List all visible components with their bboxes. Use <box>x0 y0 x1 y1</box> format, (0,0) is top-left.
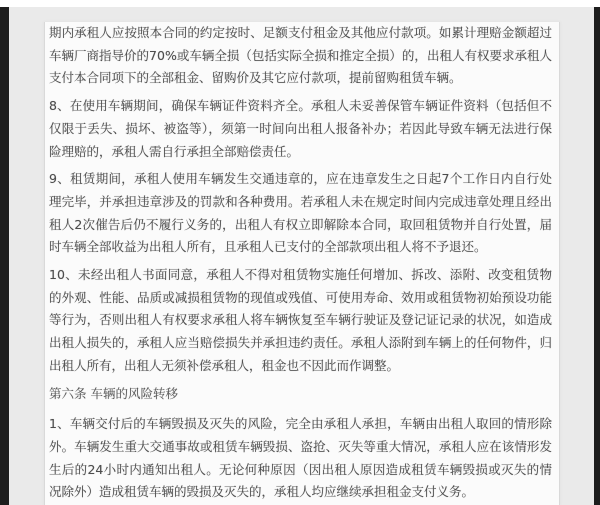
contract-clause-10: 10、未经出租人书面同意，承租人不得对租赁物实施任何增加、拆改、添附、改变租赁物的外观、性能、品质或减损租赁物的现值或残值、可使用寿命、效用或租赁物初始预设功能等行为，否则出租人有权要求承租人将车辆恢复至车辆行驶证及登记证记录的状况，如造成出租人损失的，承租人应当赔偿损失并承担违约责任。承租人添附到车辆上的任何物件，归出租人所有，出租人无须补偿承租人，租金也不因此而作调整。 <box>49 267 552 373</box>
section-6-heading: 第六条 车辆的风险转移 <box>49 385 178 401</box>
contract-photo <box>0 7 600 505</box>
photo-right-black-bar <box>594 7 600 505</box>
contract-page <box>44 22 560 505</box>
contract-clause-9: 9、租赁期间，承租人使用车辆发生交通违章的，应在违章发生之日起7个工作日内自行处理完毕，并承担违章涉及的罚款和各种费用。若承租人未在规定时间内完成违章处理且经出租人2次催告后仍不履行义务的，出租人有权立即解除本合同，取回租赁物并自行处置，届时车辆全部收益为出租人所有，且承租人已支付的全部款项出租人将不予退还。 <box>49 171 552 255</box>
contract-paragraph-payment-continuation: 期内承租人应按照本合同的约定按时、足额支付租金及其他应付款项。如累计理赔金额超过车辆厂商指导价的70%或车辆全损（包括实际全损和推定全损）的，出租人有权要求承租人支付本合同项下的全部租金、留购价及其它应付款项，提前留购租赁车辆。 <box>49 25 552 86</box>
photo-left-black-bar <box>0 7 9 505</box>
contract-clause-8: 8、在使用车辆期间，确保车辆证件资料齐全。承租人未妥善保管车辆证件资料（包括但不仅限于丢失、损坏、被盗等），须第一时间向出租人报备补办；若因此导致车辆无法进行保险理赔的，承租人需自行承担全部赔偿责任。 <box>49 98 552 159</box>
contract-section-6-clause-1: 1、车辆交付后的车辆毁损及灭失的风险，完全由承租人承担，车辆由出租人取回的情形除外。车辆发生重大交通事故或租赁车辆毁损、盗抢、灭失等重大情况，承租人应在该情形发生后的24小时内通知出租人。无论何种原因（因出租人原因造成租赁车辆毁损或灭失的情况除外）造成租赁车辆的毁损及灭失的，承租人均应继续承担租金支付义务。 <box>49 416 552 500</box>
